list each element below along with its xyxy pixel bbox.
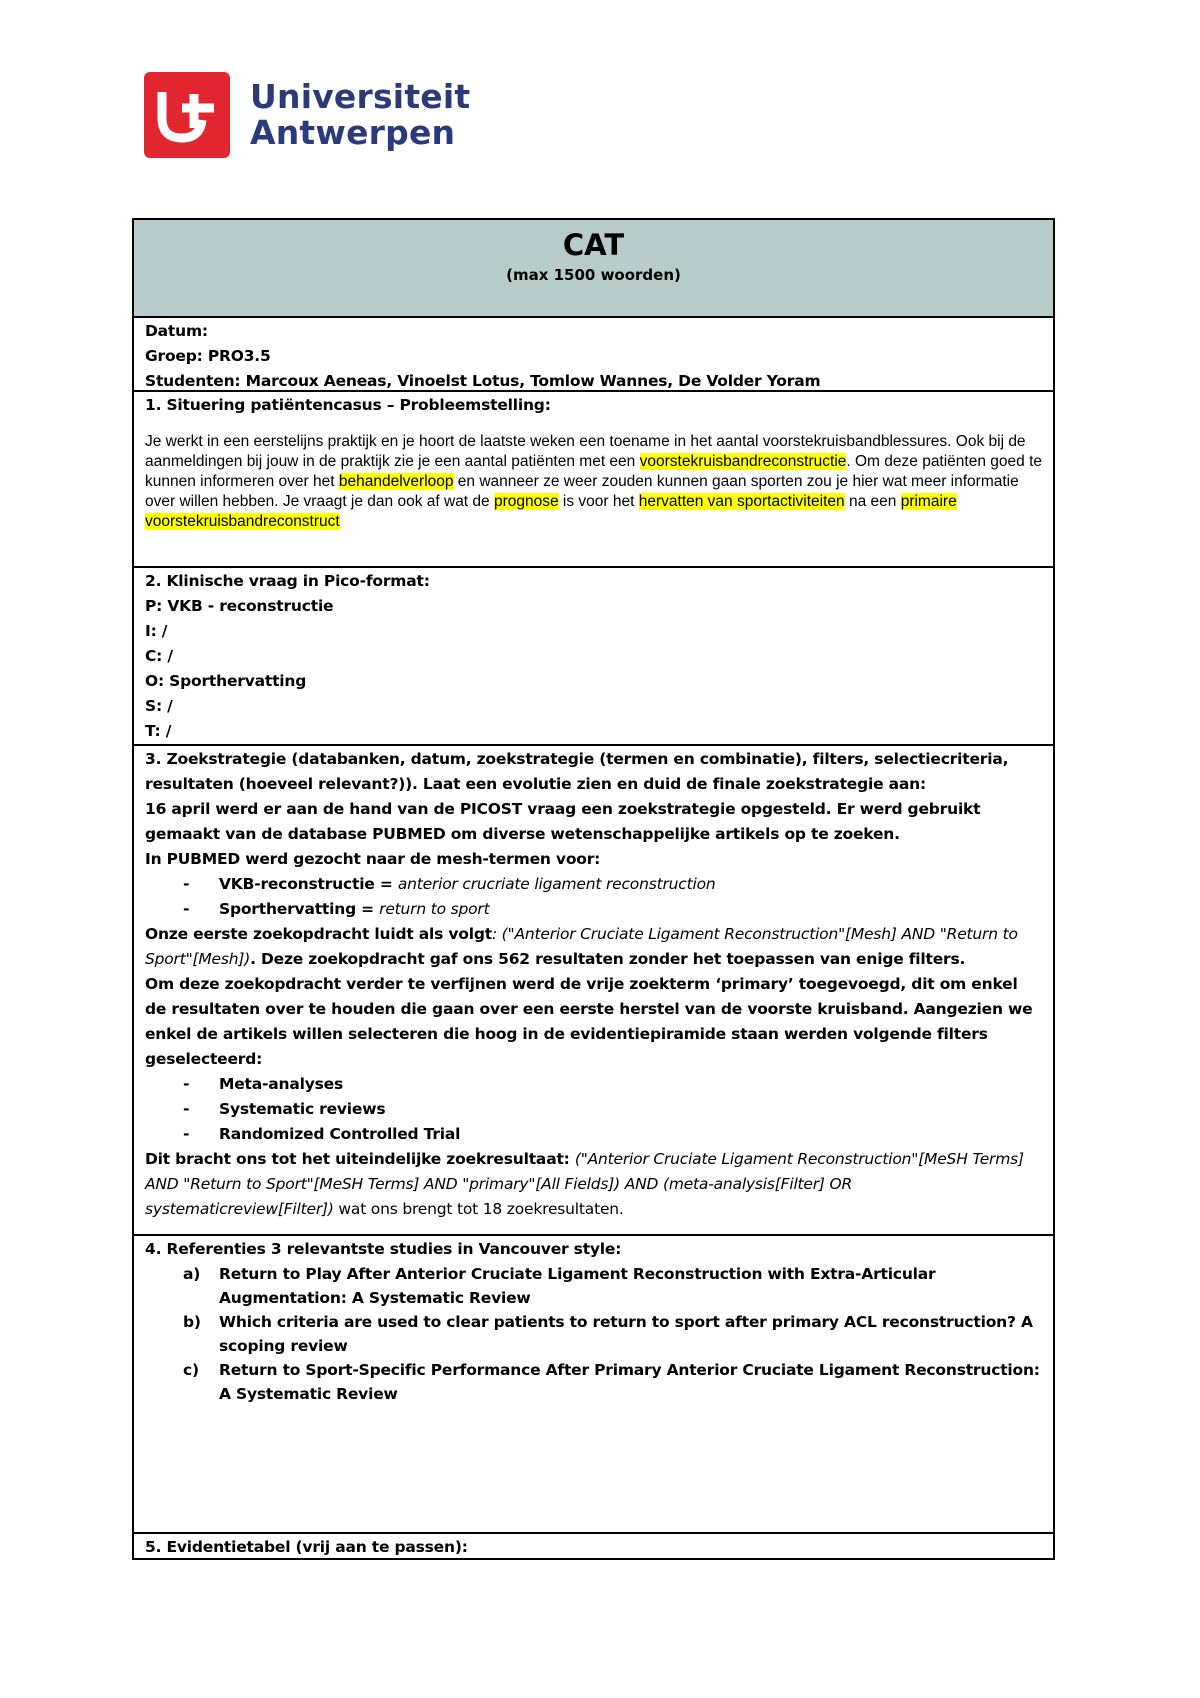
highlight-primaire-reconstruct: primaire voorstekruisbandreconstruct — [145, 493, 957, 530]
list-item: - Meta-analyses — [183, 1072, 1042, 1097]
mesh-term-list — [145, 872, 1042, 922]
section-search-strategy — [134, 744, 1053, 1234]
section-problem-statement — [134, 390, 1053, 566]
datum-label: Datum: — [145, 322, 208, 340]
section-pico — [134, 566, 1053, 744]
pico-s: S: / — [145, 697, 173, 715]
search-paragraph-2: In PUBMED werd gezocht naar de mesh-termen voor: — [145, 850, 601, 868]
list-item: - VKB-reconstructie = anterior crucriate ligament reconstruction — [183, 872, 1042, 897]
list-item: a) Return to Play After Anterior Cruciate Ligament Reconstruction with Extra-Articular Augmentation: A Systematic Review — [183, 1265, 936, 1307]
meta-section — [134, 316, 1053, 390]
highlight-sportactiviteiten: hervatten van sportactiviteiten — [638, 493, 845, 510]
list-item: b) Which criteria are used to clear patients to return to sport after primary ACL reconstruction? A scoping review — [183, 1313, 1033, 1355]
highlight-behandelverloop: behandelverloop — [338, 473, 454, 490]
studenten-label: Studenten: Marcoux Aeneas, Vinoelst Lotus, Tomlow Wannes, De Volder Yoram — [145, 372, 821, 390]
list-item: - Sporthervatting = return to sport — [183, 897, 1042, 922]
highlight-reconstructie: voorstekruisbandreconstructie — [639, 453, 847, 470]
search-paragraph-1: 16 april werd er aan de hand van de PICOST vraag een zoekstrategie opgesteld. Er werd gebruikt gemaakt van de database PUBMED om diverse wetenschappelijke artikels op te zoeken. — [145, 800, 981, 843]
search-paragraph-3: Om deze zoekopdracht verder te verfijnen werd de vrije zoekterm ‘primary’ toegevoegd, dit om enkel de resultaten over te houden die gaan over een eerste herstel van de voorste kruisband. Aangezien we enkel de artikels willen selecteren die hoog in de evidentiepiramide staan werden volgende filters geselecteerd: — [145, 975, 1033, 1068]
form-subtitle: (max 1500 woorden) — [506, 266, 681, 284]
section-5-heading: 5. Evidentietabel (vrij aan te passen): — [145, 1538, 468, 1556]
pico-o: O: Sporthervatting — [145, 672, 307, 690]
logo-line-2: Antwerpen — [250, 113, 456, 152]
table-header — [134, 220, 1053, 316]
final-query: Dit bracht ons tot het uiteindelijke zoekresultaat: ("Anterior Cruciate Ligament Reconstruction"[MeSH Terms] AND "Return to Sport"[MeSH Terms] AND "primary"[All Fields]) AND (meta-analysis[Filter] OR systematicreview[Filter]) wat ons brengt tot 18 zoekresultaten. — [145, 1150, 1024, 1218]
cat-form-table — [132, 218, 1055, 1560]
pico-p: P: VKB - reconstructie — [145, 597, 334, 615]
form-title: CAT — [562, 228, 625, 262]
logo-mark-icon — [144, 72, 230, 158]
section-evidence-table — [134, 1532, 1053, 1558]
pico-i: I: / — [145, 622, 168, 640]
section-1-body: Je werkt in een eerstelijns praktijk en je hoort de laatste weken een toename in het aantal voorstekruisbandblessures. Ook bij de aanmeldingen bij jouw in de praktijk zie je een aantal patiënten met een voorstekruisbandreconstructie. Om deze patiënten goed te kunnen informeren over het behandelverloop en wanneer ze weer zouden kunnen gaan sporten zou je hier wat meer informatie over willen hebben. Je vraagt je dan ook af wat de prognose is voor het hervatten van sportactiviteiten na een primaire voorstekruisbandreconstruct — [145, 433, 1042, 530]
list-item: c) Return to Sport-Specific Performance After Primary Anterior Cruciate Ligament Reconstruction: A Systematic Review — [183, 1361, 1040, 1403]
logo-line-1: Universiteit — [250, 77, 471, 116]
first-query: Onze eerste zoekopdracht luidt als volgt: ("Anterior Cruciate Ligament Reconstruction"[Mesh] AND "Return to Sport"[Mesh]). Deze zoekopdracht gaf ons 562 resultaten zonder het toepassen van enige filters. — [145, 925, 1018, 968]
highlight-prognose: prognose — [493, 493, 559, 510]
list-item: - Systematic reviews — [183, 1097, 1042, 1122]
pico-c: C: / — [145, 647, 173, 665]
section-4-heading: 4. Referenties 3 relevantste studies in Vancouver style: — [145, 1240, 622, 1258]
logo-text — [250, 79, 470, 151]
section-1-heading: 1. Situering patiëntencasus – Probleemstelling: — [145, 396, 551, 414]
section-2-heading: 2. Klinische vraag in Pico-format: — [145, 572, 430, 590]
university-logo — [144, 72, 470, 158]
groep-label: Groep: PRO3.5 — [145, 347, 271, 365]
section-3-heading: 3. Zoekstrategie (databanken, datum, zoekstrategie (termen en combinatie), filters, selectiecriteria, resultaten (hoeveel relevant?)). Laat een evolutie zien en duid de finale zoekstrategie aan: — [145, 750, 1009, 793]
section-references — [134, 1234, 1053, 1532]
reference-list — [145, 1262, 1042, 1406]
list-item: - Randomized Controlled Trial — [183, 1122, 1042, 1147]
pico-t: T: / — [145, 722, 172, 740]
filter-list — [145, 1072, 1042, 1147]
